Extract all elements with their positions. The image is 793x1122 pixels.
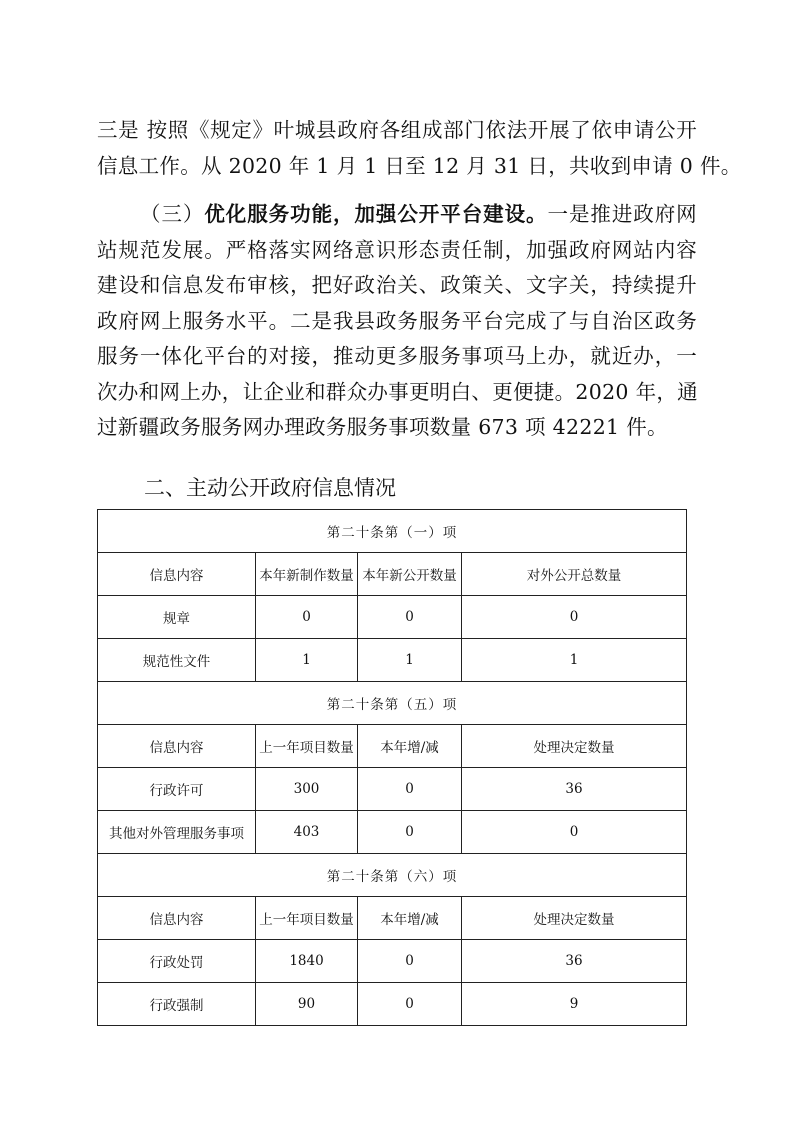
column-header: 本年增/减: [358, 725, 462, 768]
text-line: 政府网上服务水平。二是我县政务服务平台完成了与自治区政务: [97, 308, 697, 333]
table-cell: 1: [358, 639, 462, 682]
text-line: 服务一体化平台的对接，推动更多服务事项马上办，就近办，一: [97, 344, 697, 368]
section-heading: 二、主动公开政府信息情况: [144, 476, 396, 500]
column-header: 处理决定数量: [462, 897, 687, 940]
table-header-row: [98, 553, 687, 596]
table-section-title-row: [98, 510, 687, 553]
table-cell: 36: [462, 940, 687, 983]
column-header: 上一年项目数量: [256, 897, 358, 940]
section-title: 第二十条第（六）项: [98, 854, 687, 897]
table-cell: 36: [462, 768, 687, 811]
table-cell: 9: [462, 983, 687, 1026]
section-title: 第二十条第（一）项: [98, 510, 687, 553]
table-cell: 0: [256, 596, 358, 639]
table-header-row: [98, 725, 687, 768]
column-header: 对外公开总数量: [462, 553, 687, 596]
column-header: 本年新制作数量: [256, 553, 358, 596]
table-cell: 行政强制: [98, 983, 256, 1026]
table-cell: 0: [358, 596, 462, 639]
disclosure-table: [97, 509, 687, 1026]
column-header: 信息内容: [98, 553, 256, 596]
table-row: [98, 940, 687, 983]
table-cell: 403: [256, 811, 358, 854]
paragraph-platform-construction: [97, 197, 697, 446]
table-cell: 1840: [256, 940, 358, 983]
table-cell: 其他对外管理服务事项: [98, 811, 256, 854]
table-cell: 300: [256, 768, 358, 811]
text-line: 建设和信息发布审核，把好政治关、政策关、文字关，持续提升: [97, 273, 697, 297]
section-title: 第二十条第（五）项: [98, 682, 687, 725]
table-row: [98, 639, 687, 682]
table-row: [98, 596, 687, 639]
text-line: 三是 按照《规定》叶城县政府各组成部门依法开展了依申请公开: [97, 118, 697, 142]
text-line: 次办和网上办，让企业和群众办事更明白、更便捷。2020 年，通: [97, 379, 698, 404]
column-header: 处理决定数量: [462, 725, 687, 768]
bold-lead-sentence: 优化服务功能，加强公开平台建设。: [204, 202, 548, 226]
column-header: 信息内容: [98, 897, 256, 940]
column-header: 信息内容: [98, 725, 256, 768]
table-cell: 规范性文件: [98, 639, 256, 682]
table-row: [98, 983, 687, 1026]
paragraph-application-disclosure: [97, 113, 742, 184]
table-cell: 0: [358, 940, 462, 983]
table-row: [98, 811, 687, 854]
column-header: 上一年项目数量: [256, 725, 358, 768]
text-fragment: 一是推进政府网: [547, 202, 697, 226]
table-cell: 0: [462, 596, 687, 639]
table-cell: 0: [462, 811, 687, 854]
table-row: [98, 768, 687, 811]
text-line: 过新疆政务服务网办理政务服务事项数量 673 项 42221 件。: [97, 415, 668, 439]
table-cell: 0: [358, 983, 462, 1026]
table-cell: 0: [358, 768, 462, 811]
table-cell: 90: [256, 983, 358, 1026]
table-section-title-row: [98, 854, 687, 897]
text-line: [97, 197, 697, 233]
table-cell: 0: [358, 811, 462, 854]
section-number: （三）: [140, 202, 205, 226]
text-line: 信息工作。从 2020 年 1 月 1 日至 12 月 31 日，共收到申请 0 件。: [97, 153, 742, 178]
table-cell: 规章: [98, 596, 256, 639]
table-cell: 1: [462, 639, 687, 682]
table-cell: 行政许可: [98, 768, 256, 811]
column-header: 本年新公开数量: [358, 553, 462, 596]
table-header-row: [98, 897, 687, 940]
table-section-title-row: [98, 682, 687, 725]
column-header: 本年增/减: [358, 897, 462, 940]
text-line: 站规范发展。严格落实网络意识形态责任制，加强政府网站内容: [97, 237, 697, 262]
table-cell: 行政处罚: [98, 940, 256, 983]
table-cell: 1: [256, 639, 358, 682]
